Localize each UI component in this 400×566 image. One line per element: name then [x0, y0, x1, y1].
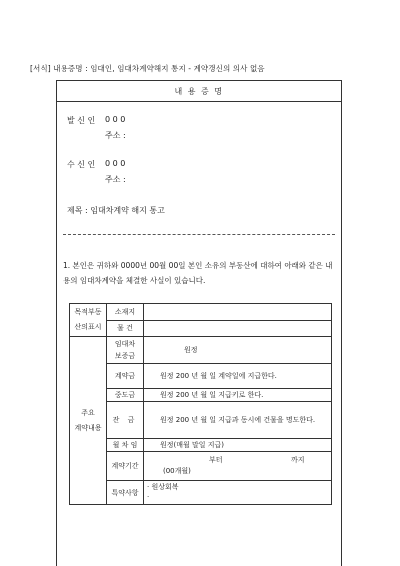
- main-terms-label-cell: [70, 337, 107, 505]
- down-payment-value: 원정 200 년 월 일 계약일에 지급한다.: [144, 364, 332, 389]
- period-to: 까지: [291, 456, 305, 464]
- interim-value: 원정 200 년 월 일 지급키로 한다.: [144, 389, 332, 402]
- recipient-address-label: 주소 :: [105, 175, 126, 184]
- subject-line: 제목 : 임대차계약 해지 통고: [67, 206, 165, 215]
- dashed-divider: [63, 234, 335, 235]
- deposit-value: 원정: [144, 337, 332, 364]
- document-caption: [서식] 내용증명 : 임대인, 임대차계약해지 통지 - 계약갱신의 의사 없음: [30, 64, 265, 73]
- special-terms-value: [144, 481, 332, 505]
- recipient-name: 0 0 0: [105, 159, 126, 168]
- property-label-2: 산의표시: [74, 323, 102, 331]
- special-item-2: ·: [147, 493, 150, 501]
- contract-table: [69, 303, 332, 505]
- special-terms-label: 특약사항: [107, 481, 144, 505]
- details-value: [144, 320, 332, 337]
- monthly-rent-label: 월 차 임: [107, 439, 144, 452]
- monthly-rent-value: 원정(매월 말일 지급): [144, 439, 332, 452]
- property-label-1: 목적부동: [74, 308, 102, 316]
- recipient-label: 수 신 인: [67, 160, 96, 169]
- sender-address-label: 주소 :: [105, 131, 126, 140]
- balance-value: 원정 200 년 월 일 지급과 동시에 건물을 명도한다.: [144, 402, 332, 439]
- property-label-cell: [70, 304, 107, 337]
- details-label: 물 건: [107, 320, 144, 337]
- location-label: 소재지: [107, 304, 144, 321]
- deposit-label-2: 보증금: [114, 352, 136, 360]
- deposit-label-1: 임대차: [114, 340, 136, 348]
- deposit-label-cell: [107, 337, 144, 364]
- period-from: 부터: [209, 456, 223, 464]
- period-value: [144, 452, 332, 481]
- sender-name: 0 0 0: [105, 115, 126, 124]
- title-row: [57, 81, 341, 102]
- interim-label: 중도금: [107, 389, 144, 402]
- main-terms-label-1: 주요: [81, 408, 95, 417]
- period-range: [147, 455, 328, 466]
- period-label: 계약기간: [107, 452, 144, 481]
- special-item-1: · 원상회복: [147, 483, 179, 491]
- period-months: (00개월): [163, 467, 191, 475]
- document-title: 내 용 증 명: [174, 87, 224, 96]
- main-terms-label-2: 계약내용: [74, 423, 102, 432]
- balance-label: 잔 금: [107, 402, 144, 439]
- body-paragraph: 1. 본인은 귀하와 0000년 00월 00일 본인 소유의 부동산에 대하여 아래와 같은 내용의 임대차계약을 체결한 사실이 있습니다.: [63, 261, 333, 285]
- document-frame: [56, 80, 342, 566]
- down-payment-label: 계약금: [107, 364, 144, 389]
- sender-label: 발 신 인: [67, 116, 96, 125]
- location-value: [144, 304, 332, 321]
